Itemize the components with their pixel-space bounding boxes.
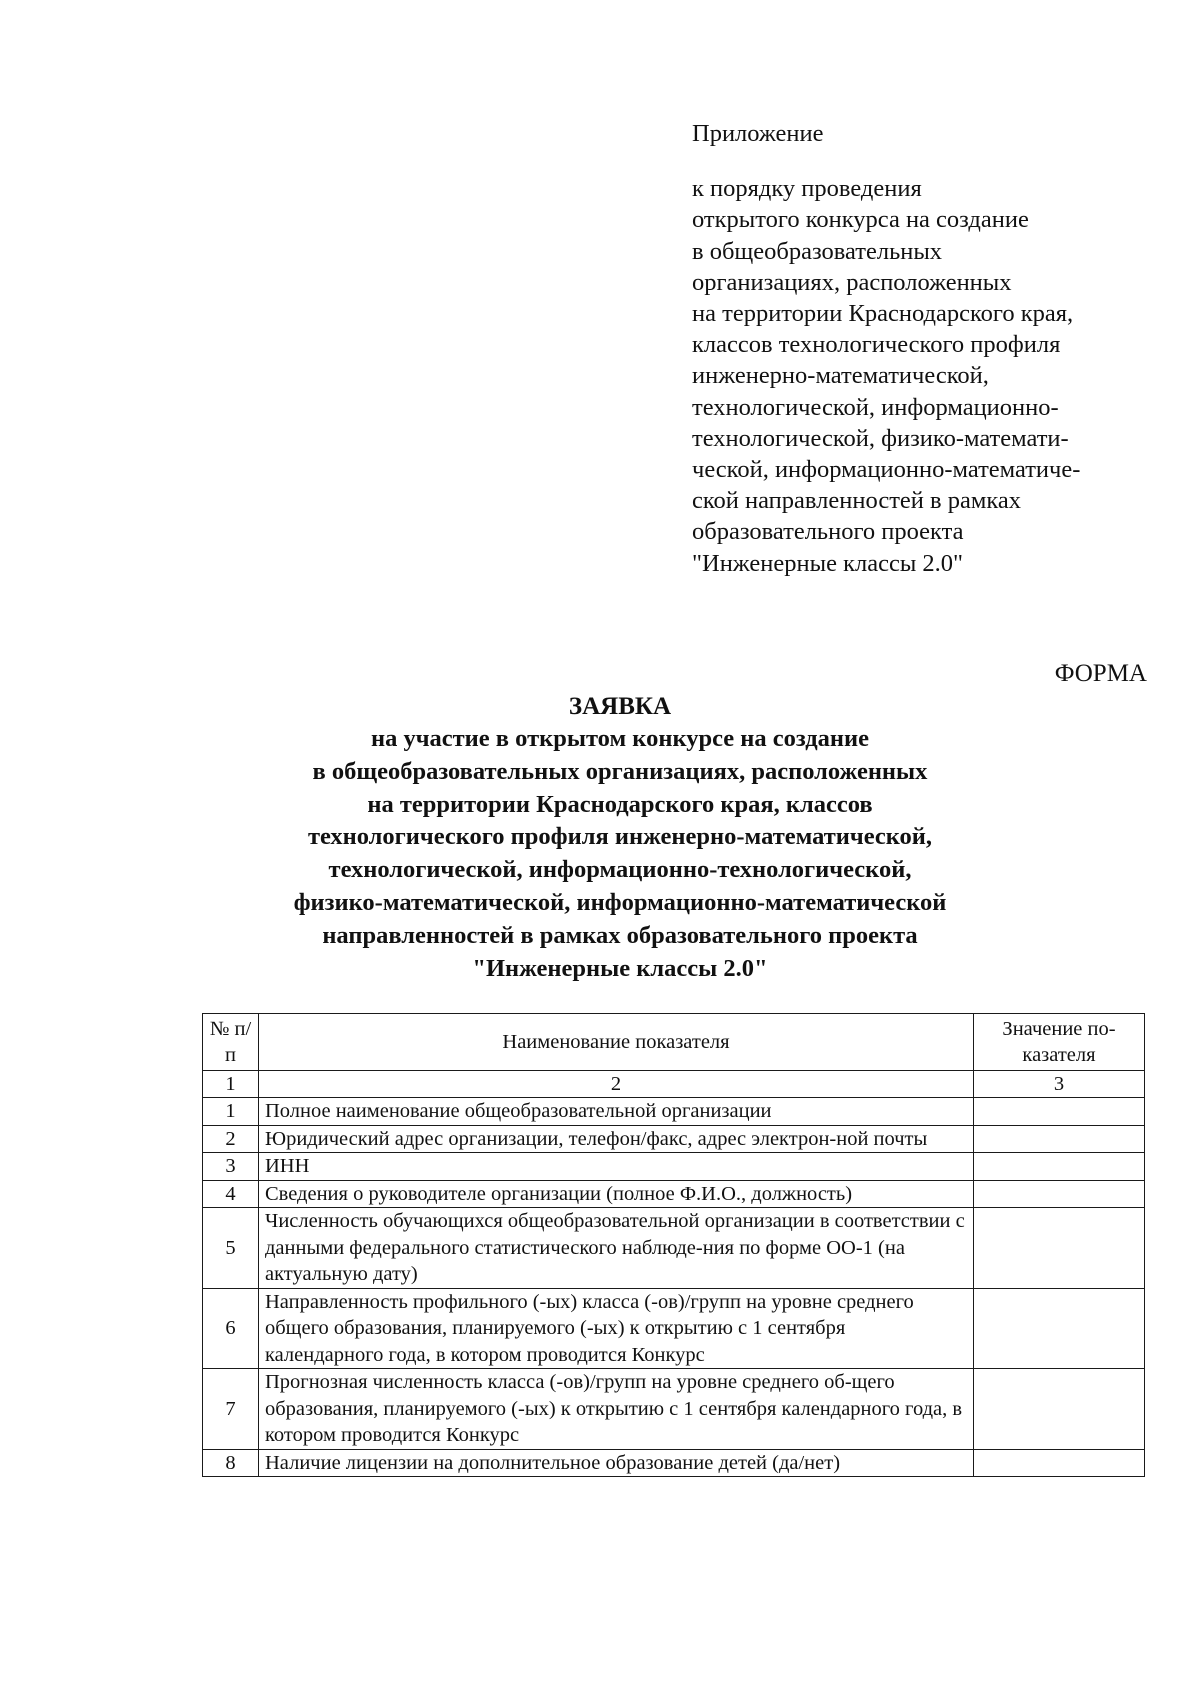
annex-line: технологической, физико-математи-	[692, 424, 1069, 452]
row-name: Сведения о руководителе организации (полное Ф.И.О., должность)	[259, 1180, 974, 1208]
row-name: Юридический адрес организации, телефон/факс, адрес электрон-ной почты	[259, 1125, 974, 1153]
row-value[interactable]	[974, 1288, 1145, 1369]
row-num: 5	[203, 1208, 259, 1289]
table-row	[203, 1208, 1145, 1289]
table-header-row	[203, 1014, 1145, 1071]
row-num: 2	[203, 1125, 259, 1153]
row-num: 3	[203, 1153, 259, 1181]
annex-line: ской направленностей в рамках	[692, 487, 1022, 515]
table-row	[203, 1098, 1145, 1126]
header-num: № п/п	[203, 1014, 259, 1071]
index-cell: 3	[974, 1071, 1145, 1098]
row-name: Наличие лицензии на дополнительное образование детей (да/нет)	[259, 1449, 974, 1477]
heading-line: "Инженерные классы 2.0"	[472, 954, 768, 982]
row-name: Численность обучающихся общеобразовательной организации в соответствии с данными федерального статистического наблюде-ния по форме ОО-1 (на актуальную дату)	[259, 1208, 974, 1289]
table-row	[203, 1153, 1145, 1181]
table-row	[203, 1288, 1145, 1369]
annex-block	[692, 118, 1172, 579]
row-num: 8	[203, 1449, 259, 1477]
row-num: 4	[203, 1180, 259, 1208]
row-name: Полное наименование общеобразовательной организации	[259, 1098, 974, 1126]
index-cell: 2	[259, 1071, 974, 1098]
header-name: Наименование показателя	[259, 1014, 974, 1071]
heading-line: физико-математической, информационно-математической	[293, 888, 947, 916]
row-value[interactable]	[974, 1153, 1145, 1181]
annex-line: "Инженерные классы 2.0"	[692, 549, 964, 577]
heading-line: технологического профиля инженерно-математической,	[307, 823, 933, 851]
row-value[interactable]	[974, 1449, 1145, 1477]
application-heading	[150, 690, 1090, 985]
row-value[interactable]	[974, 1369, 1145, 1450]
annex-line: образовательного проекта	[692, 518, 964, 546]
indicators-table	[202, 1013, 1145, 1477]
index-cell: 1	[203, 1071, 259, 1098]
table-row	[203, 1449, 1145, 1477]
annex-line: на территории Краснодарского края,	[692, 300, 1074, 328]
row-value[interactable]	[974, 1098, 1145, 1126]
row-value[interactable]	[974, 1208, 1145, 1289]
heading-line: в общеобразовательных организациях, расположенных	[312, 757, 928, 785]
annex-line: в общеобразовательных	[692, 237, 943, 265]
heading-title: ЗАЯВКА	[568, 693, 672, 720]
annex-line: ческой, информационно-математиче-	[692, 456, 1081, 484]
row-value[interactable]	[974, 1125, 1145, 1153]
annex-line: к порядку проведения	[692, 175, 922, 203]
annex-line: организациях, расположенных	[692, 268, 1012, 296]
annex-title: Приложение	[692, 120, 824, 147]
row-num: 7	[203, 1369, 259, 1450]
heading-line: технологической, информационно-технологической,	[328, 856, 912, 884]
table-row	[203, 1125, 1145, 1153]
header-value: Значение по-казателя	[974, 1014, 1145, 1071]
row-num: 6	[203, 1288, 259, 1369]
form-label: ФОРМА	[1054, 660, 1147, 687]
table-row	[203, 1180, 1145, 1208]
table-row	[203, 1369, 1145, 1450]
row-name: Прогнозная численность класса (-ов)/групп на уровне среднего об-щего образования, планируемого (-ых) к открытию с 1 сентября календарного года, в котором проводится Конкурс	[259, 1369, 974, 1450]
annex-lines	[692, 173, 1172, 579]
heading-line: на территории Краснодарского края, классов	[367, 790, 873, 818]
annex-line: инженерно-математической,	[692, 362, 989, 390]
heading-line: на участие в открытом конкурсе на создание	[370, 725, 870, 752]
table-index-row	[203, 1071, 1145, 1098]
annex-line: классов технологического профиля	[692, 331, 1061, 359]
annex-line: технологической, информационно-	[692, 393, 1059, 421]
annex-line: открытого конкурса на создание	[692, 206, 1029, 234]
row-name: Направленность профильного (-ых) класса (-ов)/групп на уровне среднего общего образования, планируемого (-ых) к открытию с 1 сентября календарного года, в котором проводится Конкурс	[259, 1288, 974, 1369]
row-value[interactable]	[974, 1180, 1145, 1208]
row-num: 1	[203, 1098, 259, 1126]
row-name: ИНН	[259, 1153, 974, 1181]
heading-line: направленностей в рамках образовательного проекта	[322, 921, 918, 949]
